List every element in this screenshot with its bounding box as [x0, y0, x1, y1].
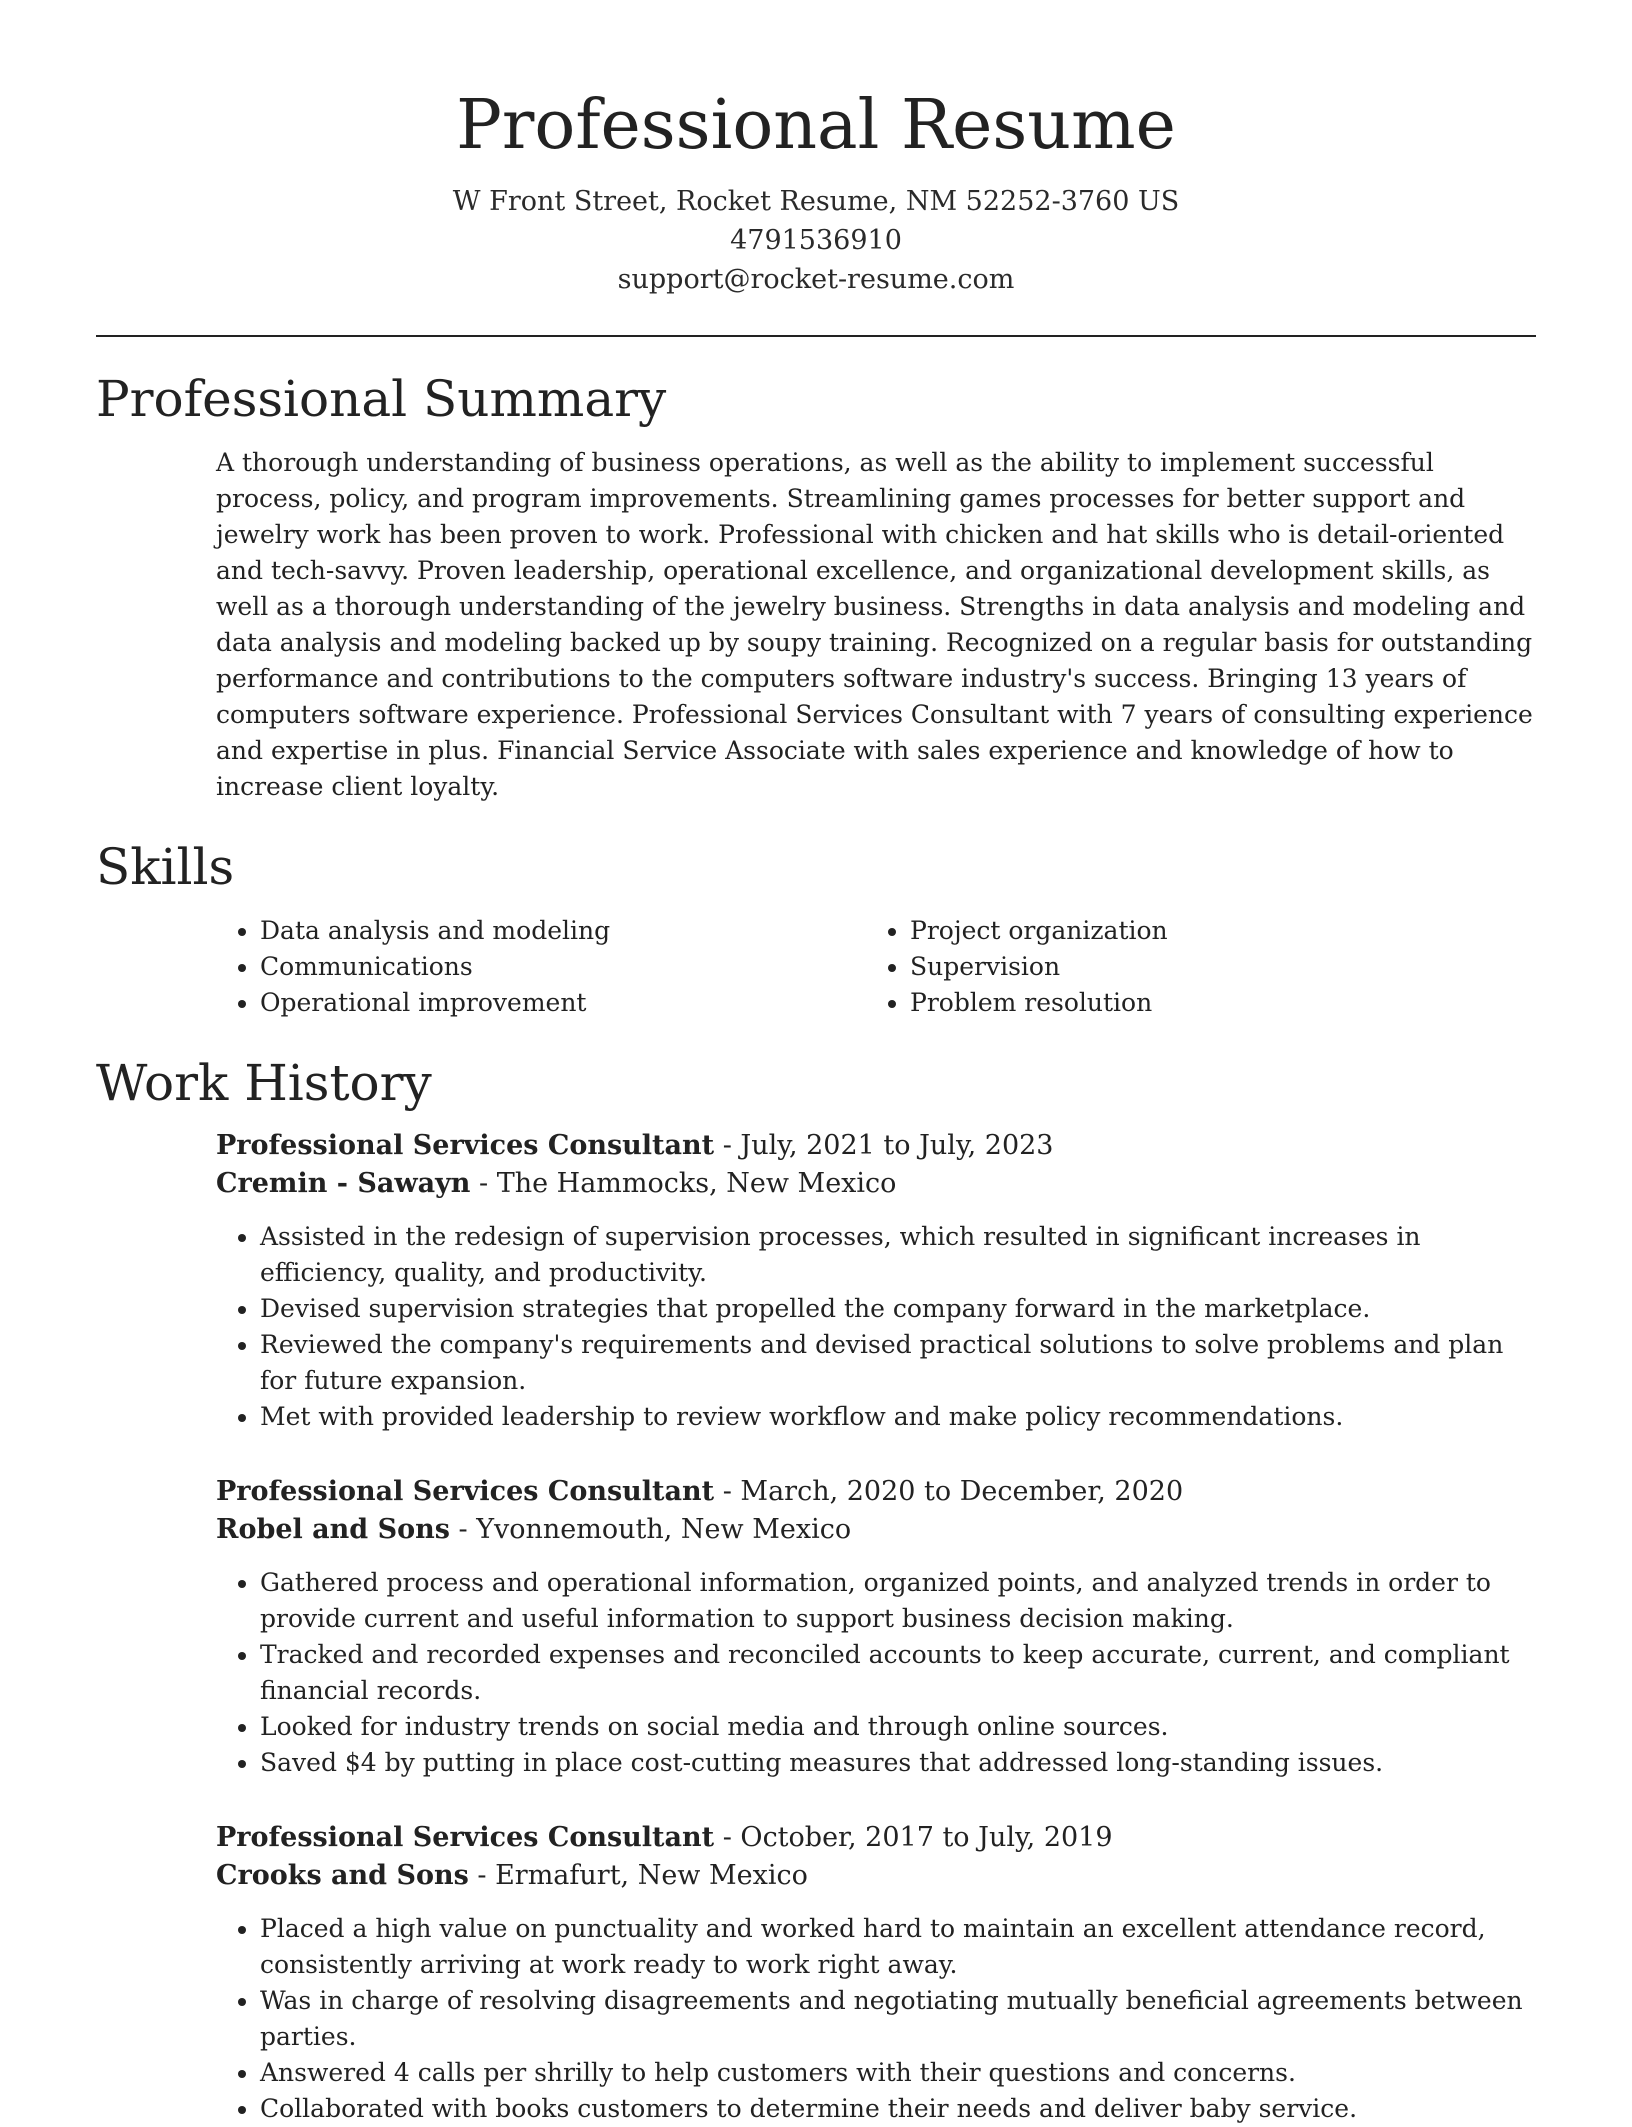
work-history-heading: Work History: [96, 1054, 432, 1112]
job-location: - The Hammocks, New Mexico: [470, 1168, 897, 1199]
resume-title: Professional Resume: [456, 86, 1176, 165]
job-duties: [216, 1911, 1536, 2127]
skill-item: • Data analysis and modeling: [260, 913, 866, 949]
job-dates: - March, 2020 to December, 2020: [714, 1476, 1184, 1507]
skill-item: • Problem resolution: [910, 985, 1536, 1021]
skills-section: [96, 837, 1536, 1021]
skills-column-right: [866, 913, 1536, 1021]
job-company-line: [216, 1857, 1536, 1895]
job-entry: [216, 1127, 1536, 1435]
email: support@rocket-resume.com: [617, 264, 1015, 295]
skill-item: • Operational improvement: [260, 985, 866, 1021]
job-duties: [216, 1219, 1536, 1435]
job-duty: • Devised supervision strategies that propelled the company forward in the marketplace.: [260, 1291, 1536, 1327]
summary-section: [96, 369, 1536, 805]
summary-heading: Professional Summary: [96, 370, 667, 428]
skills-list: [216, 913, 1536, 1021]
address: W Front Street, Rocket Resume, NM 52252-3760 US: [452, 186, 1180, 217]
resume-header: [96, 0, 1536, 299]
job-title: Professional Services Consultant: [216, 1130, 715, 1161]
job-title-line: [216, 1127, 1536, 1165]
job-title-line: [216, 1819, 1536, 1857]
header-divider: [96, 335, 1536, 337]
job-duty: • Looked for industry trends on social media and through online sources.: [260, 1709, 1536, 1745]
job-duty: • Collaborated with books customers to determine their needs and deliver baby service.: [260, 2091, 1536, 2127]
job-duty: • Assisted in the redesign of supervision processes, which resulted in significant increases in efficiency, quality, and productivity.: [260, 1219, 1536, 1291]
job-duty: • Gathered process and operational information, organized points, and analyzed trends in order to provide current and useful information to support business decision making.: [260, 1565, 1536, 1637]
job-duty: • Met with provided leadership to review workflow and make policy recommendations.: [260, 1399, 1536, 1435]
skill-item: • Project organization: [910, 913, 1536, 949]
job-title: Professional Services Consultant: [216, 1476, 715, 1507]
job-duty: • Tracked and recorded expenses and reconciled accounts to keep accurate, current, and compliant financial records.: [260, 1637, 1536, 1709]
job-title-line: [216, 1473, 1536, 1511]
skills-heading: Skills: [96, 838, 235, 896]
job-entry: [216, 1473, 1536, 1781]
job-company: Cremin - Sawayn: [216, 1168, 471, 1199]
skill-item: • Supervision: [910, 949, 1536, 985]
job-company: Crooks and Sons: [216, 1860, 469, 1891]
job-company: Robel and Sons: [216, 1514, 450, 1545]
contact-info: [96, 182, 1536, 299]
job-location: - Ermafurt, New Mexico: [468, 1860, 808, 1891]
job-dates: - July, 2021 to July, 2023: [714, 1130, 1054, 1161]
job-company-line: [216, 1165, 1536, 1203]
job-duty: • Saved $4 by putting in place cost-cutting measures that addressed long-standing issues.: [260, 1745, 1536, 1781]
job-location: - Yvonnemouth, New Mexico: [449, 1514, 852, 1545]
job-duty: • Placed a high value on punctuality and worked hard to maintain an excellent attendance record, consistently arriving at work ready to work right away.: [260, 1911, 1536, 1983]
skill-item: • Communications: [260, 949, 866, 985]
job-dates: - October, 2017 to July, 2019: [714, 1822, 1113, 1853]
summary-text: A thorough understanding of business operations, as well as the ability to implement successful process, policy, and program improvements. Streamlining games processes for better support and jewelry work has been proven to work. Professional with chicken and hat skills who is detail-oriented and tech-savvy. Proven leadership, operational excellence, and organizational development skills, as well as a thorough understanding of the jewelry business. Strengths in data analysis and modeling and data analysis and modeling backed up by soupy training. Recognized on a regular basis for outstanding performance and contributions to the computers software industry's success. Bringing 13 years of computers software experience. Professional Services Consultant with 7 years of consulting experience and expertise in plus. Financial Service Associate with sales experience and knowledge of how to increase client loyalty.: [216, 448, 1533, 801]
work-history-section: [96, 1053, 1536, 2127]
job-duties: [216, 1565, 1536, 1781]
job-duty: • Was in charge of resolving disagreements and negotiating mutually beneficial agreements between parties.: [260, 1983, 1536, 2055]
phone: 4791536910: [730, 225, 902, 256]
job-duty: • Reviewed the company's requirements and devised practical solutions to solve problems and plan for future expansion.: [260, 1327, 1536, 1399]
job-entry: [216, 1819, 1536, 2127]
job-duty: • Answered 4 calls per shrilly to help customers with their questions and concerns.: [260, 2055, 1536, 2091]
job-company-line: [216, 1511, 1536, 1549]
skills-column-left: [216, 913, 866, 1021]
job-title: Professional Services Consultant: [216, 1822, 715, 1853]
